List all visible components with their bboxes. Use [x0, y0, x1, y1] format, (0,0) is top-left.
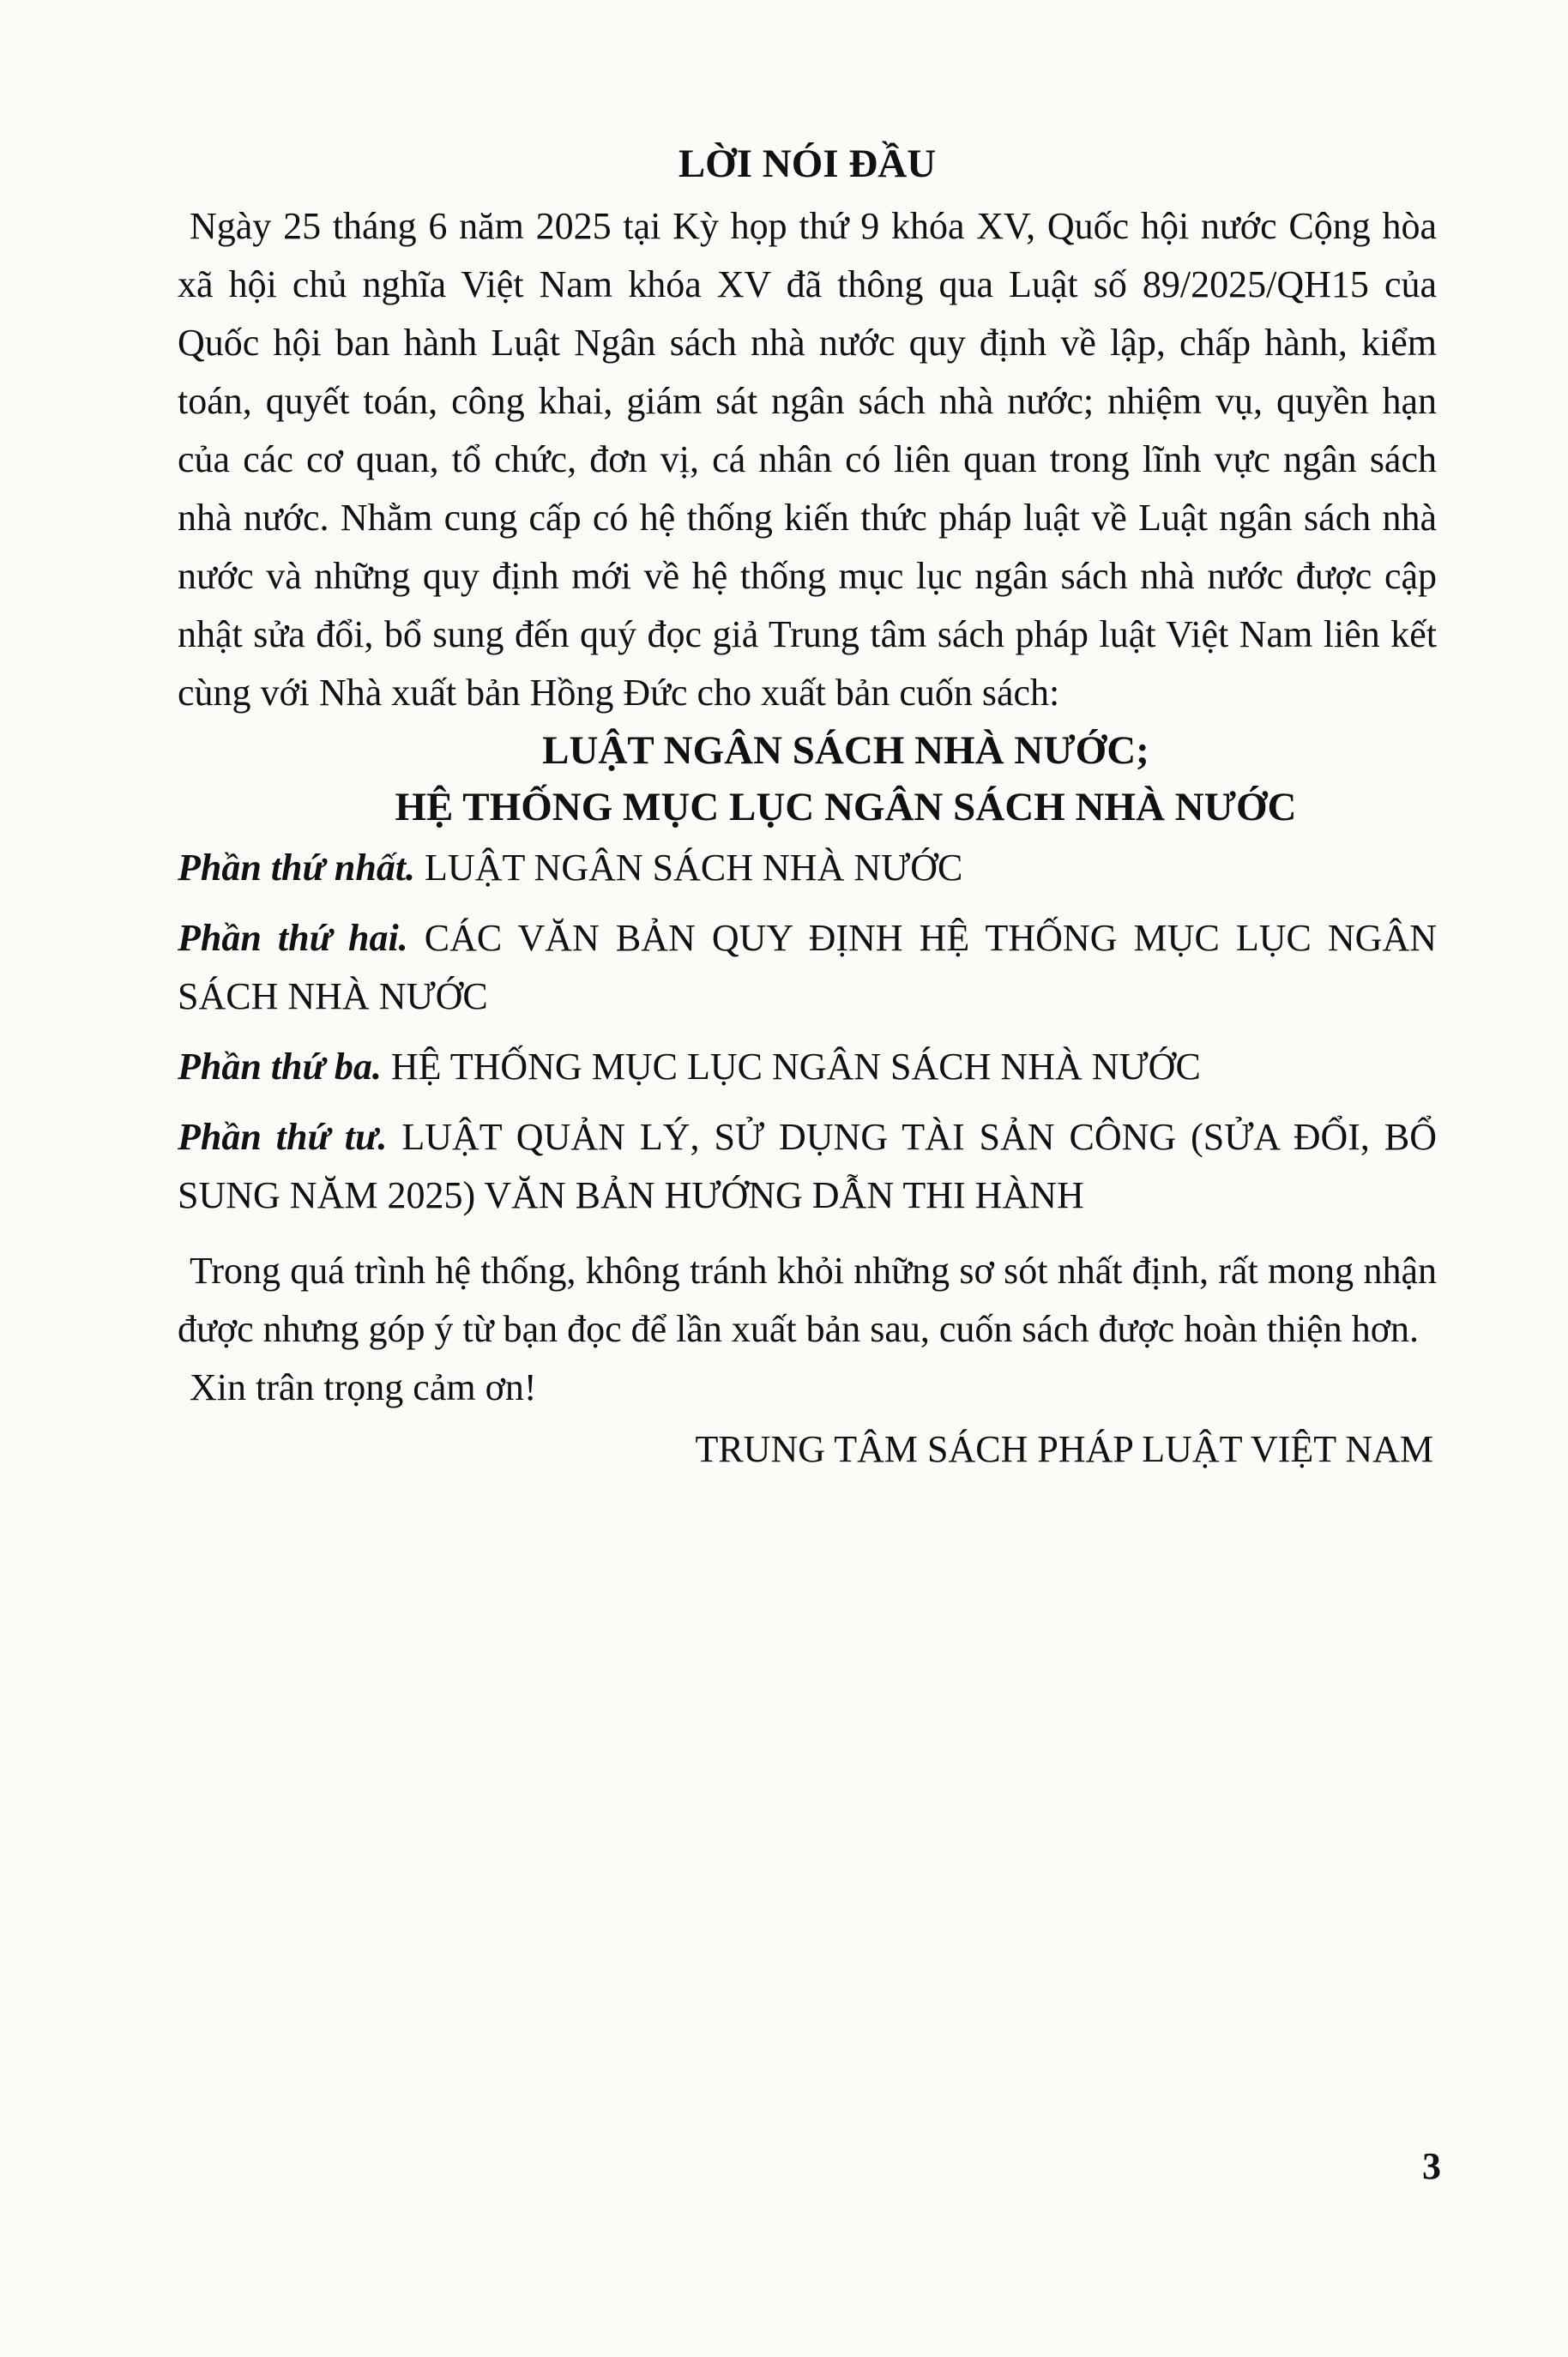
book-title-line-1: LUẬT NGÂN SÁCH NHÀ NƯỚC;: [542, 728, 1149, 773]
signature: TRUNG TÂM SÁCH PHÁP LUẬT VIỆT NAM: [695, 1428, 1433, 1470]
part-four-label: Phần thứ tư.: [178, 1116, 388, 1158]
part-four: [178, 1096, 1437, 1225]
page-title: LỜI NÓI ĐẦU: [678, 142, 937, 186]
intro-paragraph: Ngày 25 tháng 6 năm 2025 tại Kỳ họp thứ 9 khóa XV, Quốc hội nước Cộng hòa xã hội chủ nghĩa Việt Nam khóa XV đã thông qua Luật số 89/2025/QH15 của Quốc hội ban hành Luật Ngân sách nhà nước quy định về lập, chấp hành, kiểm toán, quyết toán, công khai, giám sát ngân sách nhà nước; nhiệm vụ, quyền hạn của các cơ quan, tổ chức, đơn vị, cá nhân có liên quan trong lĩnh vực ngân sách nhà nước. Nhằm cung cấp có hệ thống kiến thức pháp luật về Luật ngân sách nhà nước và những quy định mới về hệ thống mục lục ngân sách nhà nước được cập nhật sửa đổi, bổ sung đến quý đọc giả Trung tâm sách pháp luật Việt Nam liên kết cùng với Nhà xuất bản Hồng Đức cho xuất bản cuốn sách:: [178, 205, 1437, 714]
closing-paragraph: Trong quá trình hệ thống, không tránh khỏi những sơ sót nhất định, rất mong nhận được nhưng góp ý từ bạn đọc để lần xuất bản sau, cuốn sách được hoàn thiện hơn.: [178, 1250, 1437, 1350]
page-content: [178, 137, 1437, 1479]
part-two-label: Phần thứ hai.: [178, 917, 408, 959]
part-one-text: LUẬT NGÂN SÁCH NHÀ NƯỚC: [425, 847, 963, 889]
part-four-text: LUẬT QUẢN LÝ, SỬ DỤNG TÀI SẢN CÔNG (SỬA ĐỔI, BỔ SUNG NĂM 2025) VĂN BẢN HƯỚNG DẪN THI HÀNH: [178, 1116, 1438, 1216]
thanks-line: Xin trân trọng cảm ơn!: [190, 1366, 537, 1408]
book-title-line-2: HỆ THỐNG MỤC LỤC NGÂN SÁCH NHÀ NƯỚC: [395, 785, 1297, 829]
part-one-label: Phần thứ nhất.: [178, 847, 416, 889]
part-two-text: CÁC VĂN BẢN QUY ĐỊNH HỆ THỐNG MỤC LỤC NGÂN SÁCH NHÀ NƯỚC: [178, 917, 1437, 1017]
part-three-text: HỆ THỐNG MỤC LỤC NGÂN SÁCH NHÀ NƯỚC: [390, 1046, 1201, 1088]
part-two: [178, 897, 1437, 1026]
part-one: [178, 839, 1437, 897]
part-three: [178, 1026, 1437, 1096]
part-three-label: Phần thứ ba.: [178, 1046, 382, 1088]
page-number: 3: [1422, 2145, 1441, 2187]
